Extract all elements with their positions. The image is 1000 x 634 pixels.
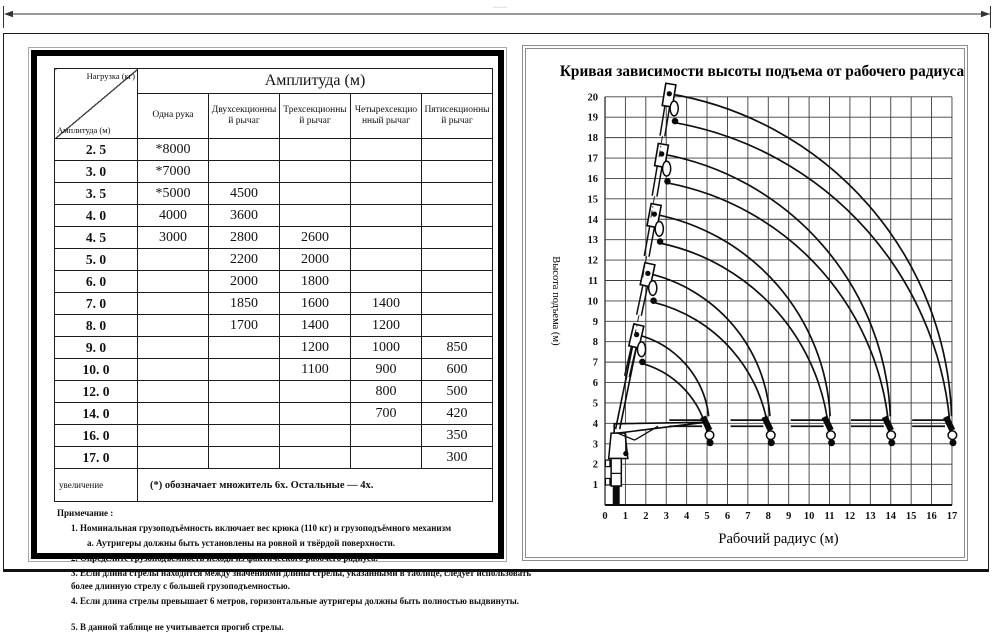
footer-note: (*) обозначает множитель 6х. Остальные — 4х. xyxy=(138,469,493,502)
load-cell xyxy=(209,359,280,381)
load-cell xyxy=(422,161,493,183)
raised-boom-line xyxy=(616,339,634,429)
x-tick-label: 14 xyxy=(885,511,896,522)
hook-pulley xyxy=(948,431,957,440)
x-tick-label: 15 xyxy=(905,511,917,522)
amplitude-cell: 16. 0 xyxy=(55,425,138,447)
table-row xyxy=(55,315,493,337)
load-cell: 1700 xyxy=(209,315,280,337)
load-cell xyxy=(422,293,493,315)
y-tick-label: 18 xyxy=(587,133,598,145)
amplitude-cell: 4. 5 xyxy=(55,227,138,249)
mast-lower xyxy=(613,486,620,505)
hook-pulley xyxy=(887,431,896,440)
chart-inner-frame xyxy=(525,48,965,558)
load-cell xyxy=(209,139,280,161)
hook-ball xyxy=(707,439,714,446)
table-row xyxy=(55,359,493,381)
load-cell xyxy=(351,139,422,161)
hook-ball xyxy=(768,439,775,446)
corner-cell xyxy=(55,69,138,139)
ruler-label: ······· xyxy=(493,5,507,11)
load-cell xyxy=(280,205,351,227)
load-cell: 4000 xyxy=(138,205,209,227)
load-cell: 2000 xyxy=(280,249,351,271)
group-header-row xyxy=(55,69,493,94)
load-cell: 1800 xyxy=(280,271,351,293)
column-header: Пятисекционный рычаг xyxy=(422,94,493,139)
x-tick-label: 0 xyxy=(602,511,608,522)
hook-ball xyxy=(657,238,664,245)
load-cell xyxy=(280,425,351,447)
lift-height-chart xyxy=(526,49,964,557)
amplitude-cell: 12. 0 xyxy=(55,381,138,403)
hook-ball xyxy=(672,118,679,125)
y-tick-label: 14 xyxy=(587,214,598,226)
load-cell: 300 xyxy=(422,447,493,469)
load-cell: 3600 xyxy=(209,205,280,227)
x-tick-label: 10 xyxy=(803,511,815,522)
amplitude-cell: 10. 0 xyxy=(55,359,138,381)
boom-head-end xyxy=(703,417,710,430)
y-tick-label: 10 xyxy=(587,296,598,308)
table-row xyxy=(55,425,493,447)
load-cell xyxy=(138,447,209,469)
hook-block xyxy=(649,281,657,296)
amplitude-cell: 5. 0 xyxy=(55,249,138,271)
y-tick-label: 2 xyxy=(592,459,598,471)
arrow-left-icon xyxy=(4,11,13,17)
table-row xyxy=(55,227,493,249)
load-cell xyxy=(351,161,422,183)
x-tick-label: 7 xyxy=(745,511,751,522)
boom-head-end xyxy=(885,417,892,430)
load-cell xyxy=(138,271,209,293)
load-cell xyxy=(351,227,422,249)
x-tick-label: 12 xyxy=(844,511,856,522)
y-tick-label: 15 xyxy=(587,194,598,206)
y-tick-label: 20 xyxy=(587,92,598,104)
table-row xyxy=(55,205,493,227)
table-row xyxy=(55,139,493,161)
y-tick-label: 8 xyxy=(592,337,598,349)
load-cell xyxy=(351,447,422,469)
load-cell: 2600 xyxy=(280,227,351,249)
amplitude-cell: 3. 0 xyxy=(55,161,138,183)
load-cell xyxy=(209,161,280,183)
load-cell: 2000 xyxy=(209,271,280,293)
load-cell: 900 xyxy=(351,359,422,381)
hook-block xyxy=(670,101,678,116)
hook-block xyxy=(637,342,645,357)
x-tick-label: 11 xyxy=(824,511,835,522)
y-tick-label: 7 xyxy=(592,357,598,369)
boom-head-end xyxy=(946,417,953,430)
load-cell: 700 xyxy=(351,403,422,425)
load-cell xyxy=(138,337,209,359)
amplitude-cell: 7. 0 xyxy=(55,293,138,315)
hook-pulley xyxy=(766,431,775,440)
load-cell xyxy=(138,315,209,337)
y-tick-label: 1 xyxy=(592,480,598,492)
hook-ball xyxy=(639,359,646,366)
sheave-axle xyxy=(667,91,672,96)
y-tick-label: 16 xyxy=(587,173,598,185)
load-cell xyxy=(138,403,209,425)
load-cell: 500 xyxy=(422,381,493,403)
load-cell xyxy=(351,205,422,227)
x-axis-title: Рабочий радиус (м) xyxy=(718,531,839,547)
load-cell xyxy=(351,249,422,271)
load-cell xyxy=(280,447,351,469)
column-header: Трехсекционный рычаг xyxy=(280,94,351,139)
load-cell xyxy=(209,337,280,359)
hook-ball xyxy=(950,439,957,446)
x-tick-label: 9 xyxy=(786,511,792,522)
column-header: Двухсекционный рычаг xyxy=(209,94,280,139)
load-cell: 800 xyxy=(351,381,422,403)
table-row xyxy=(55,161,493,183)
y-tick-label: 6 xyxy=(592,378,598,390)
y-axis-title: Высота подъема (м) xyxy=(550,256,561,346)
note-item: 4. Если длина стрелы превышает 6 метров, горизонтальные аутригеры должны быть полностью выдвинуты. xyxy=(71,596,520,607)
footer-row xyxy=(55,469,493,502)
corner-load-label: Нагрузка (кг) xyxy=(86,71,135,81)
hook-ball xyxy=(888,439,895,446)
x-tick-label: 16 xyxy=(926,511,937,522)
load-cell xyxy=(280,403,351,425)
x-tick-label: 17 xyxy=(946,511,958,522)
load-cell: 1600 xyxy=(280,293,351,315)
load-cell: 4500 xyxy=(209,183,280,205)
load-cell xyxy=(280,139,351,161)
load-cell xyxy=(280,183,351,205)
load-cell xyxy=(422,183,493,205)
load-cell xyxy=(138,249,209,271)
hook-ball xyxy=(828,439,835,446)
lift-curve-boom-tip xyxy=(669,94,951,416)
y-tick-label: 12 xyxy=(587,255,598,267)
load-cell: 1850 xyxy=(209,293,280,315)
load-cell: 2800 xyxy=(209,227,280,249)
x-tick-label: 3 xyxy=(663,511,669,522)
sheave-axle xyxy=(645,271,650,276)
amplitude-cell: 17. 0 xyxy=(55,447,138,469)
load-cell: 1100 xyxy=(280,359,351,381)
load-cell xyxy=(280,161,351,183)
chart-title: Кривая зависимости высоты подъема от рабочего радиуса xyxy=(559,63,965,80)
corner-amplitude-label: Амплитуда (м) xyxy=(57,125,111,135)
lift-curve-boom-tip xyxy=(637,335,709,417)
table-row xyxy=(55,337,493,359)
boom-head-end xyxy=(764,417,771,430)
amplitude-cell: 8. 0 xyxy=(55,315,138,337)
arrow-right-icon xyxy=(981,11,990,17)
load-cell xyxy=(351,183,422,205)
table-black-frame xyxy=(31,50,532,633)
note-item: a. Аутригеры должны быть установлены на ровной и твёрдой поверхности. xyxy=(87,538,396,549)
hook-pulley xyxy=(827,431,836,440)
load-cell: 350 xyxy=(422,425,493,447)
load-cell: 1200 xyxy=(351,315,422,337)
lift-curve-panel xyxy=(522,45,968,561)
load-cell: *5000 xyxy=(138,183,209,205)
y-tick-label: 13 xyxy=(587,235,598,247)
load-cell xyxy=(422,249,493,271)
load-cell: 1000 xyxy=(351,337,422,359)
outrigger-pad xyxy=(605,478,609,485)
table-row xyxy=(55,403,493,425)
load-cell xyxy=(351,271,422,293)
x-tick-label: 1 xyxy=(622,511,629,522)
load-cell xyxy=(351,425,422,447)
load-cell xyxy=(209,403,280,425)
load-cell: 1400 xyxy=(280,315,351,337)
y-tick-label: 11 xyxy=(588,275,598,287)
load-cell: 1400 xyxy=(351,293,422,315)
load-cell xyxy=(138,425,209,447)
lift-curve-hook xyxy=(654,302,770,435)
x-tick-label: 8 xyxy=(765,511,771,522)
sheave-axle xyxy=(652,212,657,217)
load-cell: *8000 xyxy=(138,139,209,161)
notes-list xyxy=(57,522,535,634)
load-cell xyxy=(422,271,493,293)
load-cell xyxy=(138,381,209,403)
table-row xyxy=(55,183,493,205)
column-header: Одна рука xyxy=(138,94,209,139)
y-tick-label: 19 xyxy=(587,112,598,124)
load-cell: 420 xyxy=(422,403,493,425)
amplitude-cell: 9. 0 xyxy=(55,337,138,359)
mast-upper xyxy=(611,458,621,486)
x-tick-label: 6 xyxy=(724,511,731,522)
load-cell xyxy=(280,381,351,403)
load-cell: 1200 xyxy=(280,337,351,359)
note-item: 1. Номинальная грузоподъёмность включает вес крюка (110 кг) и грузоподъёмного механизм xyxy=(71,523,452,534)
y-tick-label: 4 xyxy=(592,418,598,430)
amplitude-cell: 6. 0 xyxy=(55,271,138,293)
load-cell xyxy=(209,447,280,469)
load-cell xyxy=(422,315,493,337)
note-item: 3. Если длина стрелы находится между значениями длины стрелы, указанными в таблице, следует использовать более длинную стрелу с большей грузоподъемностью. xyxy=(71,568,532,592)
load-table-panel xyxy=(28,47,532,633)
notes-heading: Примечание : xyxy=(57,508,114,518)
load-cell xyxy=(138,359,209,381)
x-tick-label: 2 xyxy=(643,511,649,522)
table-row xyxy=(55,271,493,293)
load-chart-table xyxy=(54,68,493,502)
amplitude-cell: 4. 0 xyxy=(55,205,138,227)
horizontal-boom-body xyxy=(614,422,705,433)
table-row xyxy=(55,249,493,271)
y-tick-label: 17 xyxy=(587,153,598,165)
table-row xyxy=(55,447,493,469)
load-cell xyxy=(138,293,209,315)
load-cell xyxy=(422,227,493,249)
table-row xyxy=(55,381,493,403)
x-tick-label: 13 xyxy=(865,511,876,522)
load-cell: 2200 xyxy=(209,249,280,271)
hook-ball xyxy=(664,178,671,185)
load-cell xyxy=(422,205,493,227)
load-cell: *7000 xyxy=(138,161,209,183)
group-header: Амплитуда (м) xyxy=(138,69,493,94)
y-tick-label: 9 xyxy=(592,316,598,328)
footer-label: увеличение xyxy=(55,469,138,502)
load-cell: 850 xyxy=(422,337,493,359)
load-cell xyxy=(209,425,280,447)
y-tick-label: 3 xyxy=(592,439,598,451)
hook-ball xyxy=(650,297,657,304)
hook-ball xyxy=(623,451,628,456)
column-header: Четырехсекционный рычаг xyxy=(351,94,422,139)
hook-block xyxy=(655,222,663,237)
lift-curve-hook xyxy=(660,243,829,435)
hook-pulley xyxy=(705,431,714,440)
notes-section xyxy=(57,507,535,634)
note-item: 2. Определите грузоподъемность исходя из фактического рабочего радиуса. xyxy=(71,553,378,564)
note-item: 5. В данной таблице не учитывается прогиб стрелы. xyxy=(71,622,284,633)
amplitude-cell: 3. 5 xyxy=(55,183,138,205)
load-cell: 600 xyxy=(422,359,493,381)
amplitude-cell: 2. 5 xyxy=(55,139,138,161)
load-cell: 3000 xyxy=(138,227,209,249)
y-tick-label: 5 xyxy=(592,398,598,410)
outrigger-pad xyxy=(605,460,609,467)
hook-block xyxy=(663,161,671,176)
load-cell xyxy=(209,381,280,403)
table-row xyxy=(55,293,493,315)
x-tick-label: 5 xyxy=(704,511,710,522)
amplitude-cell: 14. 0 xyxy=(55,403,138,425)
load-cell xyxy=(422,139,493,161)
x-tick-label: 4 xyxy=(684,511,690,522)
dimension-ruler xyxy=(0,0,1000,30)
lift-curve-hook xyxy=(667,183,889,435)
